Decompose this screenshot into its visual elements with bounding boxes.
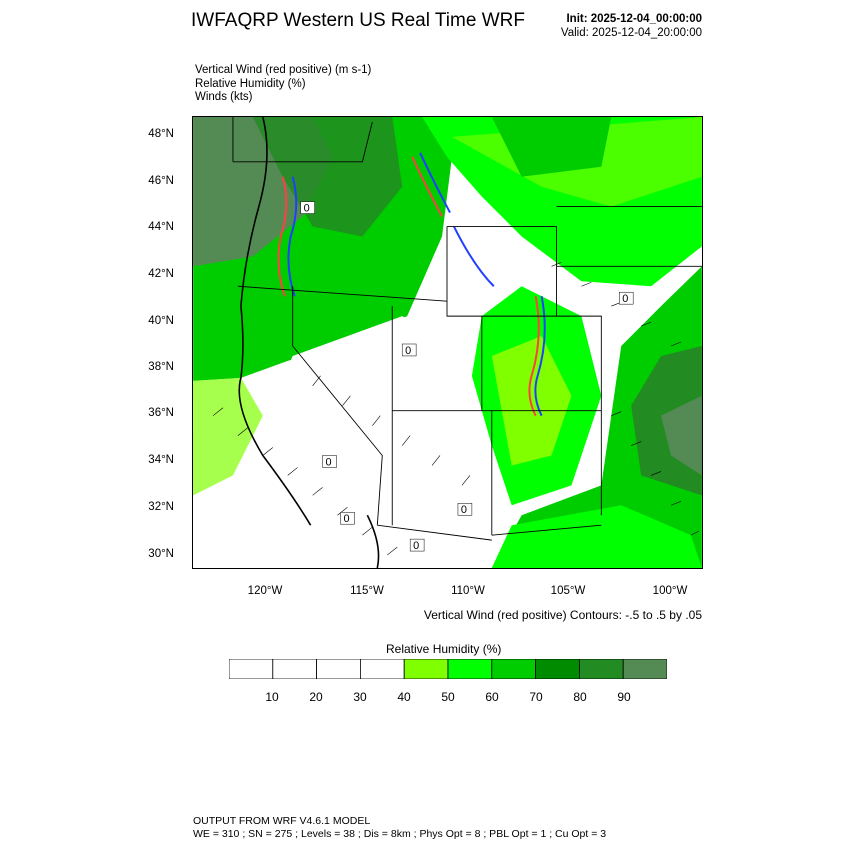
contour-label: 0: [325, 456, 332, 469]
lat-label: 46°N: [148, 175, 174, 187]
colorbar-box: [317, 659, 361, 679]
lat-label: 38°N: [148, 361, 174, 373]
lat-label: 36°N: [148, 407, 174, 419]
valid-time: Valid: 2025-12-04_20:00:00: [560, 27, 702, 39]
colorbar-tick: 20: [309, 690, 323, 704]
contour-label: 0: [405, 344, 412, 357]
colorbar-tick: 10: [265, 690, 279, 704]
colorbar-box: [360, 659, 404, 679]
lon-label: 105°W: [550, 585, 586, 597]
contour-label: 0: [303, 202, 310, 215]
colorbar-box: [623, 659, 667, 679]
colorbar-box: [404, 659, 448, 679]
field-label-vertical-wind: Vertical Wind (red positive) (m s-1): [195, 64, 372, 76]
colorbar-box: [536, 659, 580, 679]
colorbar-box: [492, 659, 536, 679]
field-label-winds: Winds (kts): [195, 91, 253, 103]
lat-label: 44°N: [148, 221, 174, 233]
lat-label: 34°N: [148, 454, 174, 466]
colorbar-tick: 70: [529, 690, 543, 704]
contour-label: 0: [460, 504, 468, 517]
init-time: Init: 2025-12-04_00:00:00: [566, 13, 702, 25]
colorbar-tick: 80: [573, 690, 587, 704]
colorbar-tick: 90: [617, 690, 631, 704]
colorbar: [229, 659, 667, 679]
contour-label: 0: [343, 513, 350, 526]
colorbar-tick: 60: [485, 690, 499, 704]
lon-label: 100°W: [652, 585, 688, 597]
plot-title: IWFAQRP Western US Real Time WRF: [191, 10, 525, 31]
lat-label: 42°N: [148, 268, 174, 280]
colorbar-box: [448, 659, 492, 679]
lon-label: 110°W: [451, 585, 485, 597]
lat-label: 32°N: [148, 501, 174, 513]
colorbar-title: Relative Humidity (%): [386, 642, 502, 656]
footer-config: WE = 310 ; SN = 275 ; Levels = 38 ; Dis = 8km ; Phys Opt = 8 ; PBL Opt = 1 ; Cu Opt = 3: [193, 828, 607, 840]
lat-label: 40°N: [148, 315, 174, 327]
lat-label: 48°N: [148, 128, 174, 140]
footer-model: OUTPUT FROM WRF V4.6.1 MODEL: [193, 815, 371, 827]
contour-label: 0: [622, 293, 629, 306]
colorbar-tick: 30: [353, 690, 367, 704]
lon-label: 120°W: [247, 585, 283, 597]
lon-label: 115°W: [350, 585, 384, 597]
colorbar-box: [579, 659, 623, 679]
lat-label: 30°N: [148, 548, 174, 560]
contour-label: 0: [413, 540, 420, 553]
field-label-relative-humidity: Relative Humidity (%): [195, 78, 306, 90]
wrf-map: [192, 116, 703, 569]
colorbar-tick: 40: [397, 690, 411, 704]
contour-note: Vertical Wind (red positive) Contours: -.5 to .5 by .05: [423, 608, 702, 622]
colorbar-box: [229, 659, 273, 679]
colorbar-box: [273, 659, 317, 679]
colorbar-tick: 50: [441, 690, 455, 704]
